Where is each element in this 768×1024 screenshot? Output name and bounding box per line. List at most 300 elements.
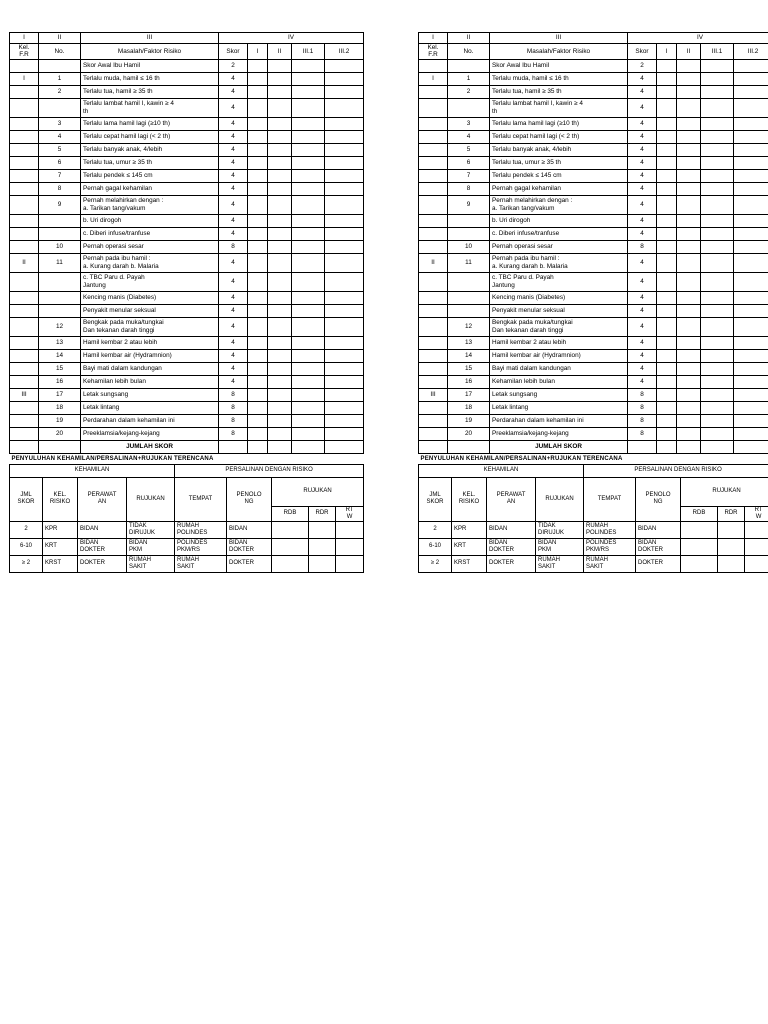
kel-fr-cell — [10, 414, 39, 427]
rdb-entry-cell[interactable] — [681, 538, 718, 555]
score-entry-cell[interactable] — [734, 59, 768, 72]
score-entry-cell[interactable] — [657, 362, 677, 375]
kel-fr-cell — [10, 272, 39, 291]
score-entry-cell[interactable] — [657, 375, 677, 388]
score-entry-cell[interactable] — [292, 414, 325, 427]
score-entry-cell[interactable] — [657, 414, 677, 427]
col-iii-header: III — [490, 33, 628, 44]
score-entry-cell[interactable] — [701, 195, 734, 214]
score-entry-cell[interactable] — [292, 169, 325, 182]
score-entry-cell[interactable] — [657, 143, 677, 156]
score-entry-cell[interactable] — [701, 143, 734, 156]
score-entry-cell[interactable] — [701, 388, 734, 401]
score-entry-cell[interactable] — [325, 375, 364, 388]
risk-factor-row — [419, 156, 768, 169]
score-entry-cell[interactable] — [657, 427, 677, 440]
score-entry-cell[interactable] — [248, 195, 268, 214]
score-entry-cell[interactable] — [657, 240, 677, 253]
score-entry-cell[interactable] — [657, 214, 677, 227]
score-entry-cell[interactable] — [677, 375, 701, 388]
score-entry-cell[interactable] — [701, 72, 734, 85]
masalah-cell: Terlalu cepat hamil lagi (< 2 th) — [81, 130, 219, 143]
rtw-entry-cell[interactable] — [336, 521, 364, 538]
rtw-entry-cell[interactable] — [745, 521, 768, 538]
score-entry-cell[interactable] — [677, 362, 701, 375]
score-entry-cell[interactable] — [657, 291, 677, 304]
score-entry-cell[interactable] — [268, 182, 292, 195]
score-entry-cell[interactable] — [677, 130, 701, 143]
score-entry-cell[interactable] — [292, 72, 325, 85]
score-entry-cell[interactable] — [292, 272, 325, 291]
score-entry-cell[interactable] — [657, 227, 677, 240]
row-number-cell: 9 — [448, 195, 490, 214]
score-entry-cell[interactable] — [701, 304, 734, 317]
score-entry-cell[interactable] — [292, 98, 325, 117]
score-entry-cell[interactable] — [734, 195, 768, 214]
score-entry-cell[interactable] — [248, 85, 268, 98]
score-entry-cell[interactable] — [734, 414, 768, 427]
score-entry-cell[interactable] — [292, 304, 325, 317]
kel-fr-cell — [419, 291, 448, 304]
skor-cell: 4 — [219, 349, 248, 362]
score-entry-cell[interactable] — [677, 156, 701, 169]
rujukan-cell: TIDAK DIRUJUK — [127, 521, 175, 538]
score-entry-cell[interactable] — [677, 317, 701, 336]
score-entry-cell[interactable] — [657, 117, 677, 130]
rdb-entry-cell[interactable] — [681, 555, 718, 572]
score-entry-cell[interactable] — [701, 98, 734, 117]
score-entry-cell[interactable] — [701, 182, 734, 195]
score-entry-cell[interactable] — [657, 272, 677, 291]
score-entry-cell[interactable] — [325, 156, 364, 169]
skor-cell: 8 — [219, 388, 248, 401]
score-entry-cell[interactable] — [657, 182, 677, 195]
score-entry-cell[interactable] — [292, 59, 325, 72]
score-entry-cell[interactable] — [248, 59, 268, 72]
score-entry-cell[interactable] — [248, 317, 268, 336]
score-entry-cell[interactable] — [657, 304, 677, 317]
score-entry-cell[interactable] — [734, 272, 768, 291]
score-entry-cell[interactable] — [677, 414, 701, 427]
score-entry-cell[interactable] — [701, 156, 734, 169]
score-entry-cell[interactable] — [325, 291, 364, 304]
score-entry-cell[interactable] — [657, 72, 677, 85]
score-entry-cell[interactable] — [248, 349, 268, 362]
score-entry-cell[interactable] — [677, 253, 701, 272]
score-entry-cell[interactable] — [292, 336, 325, 349]
score-entry-cell[interactable] — [657, 253, 677, 272]
score-entry-cell[interactable] — [677, 169, 701, 182]
score-entry-cell[interactable] — [677, 401, 701, 414]
rtw-entry-cell[interactable] — [336, 555, 364, 572]
score-entry-cell[interactable] — [657, 85, 677, 98]
masalah-cell: Terlalu lama hamil lagi (≥10 th) — [490, 117, 628, 130]
score-entry-cell[interactable] — [248, 130, 268, 143]
score-entry-cell[interactable] — [734, 130, 768, 143]
score-entry-cell[interactable] — [734, 388, 768, 401]
score-entry-cell[interactable] — [325, 272, 364, 291]
score-entry-cell[interactable] — [325, 182, 364, 195]
score-entry-cell[interactable] — [248, 336, 268, 349]
score-entry-cell[interactable] — [677, 227, 701, 240]
score-entry-cell[interactable] — [325, 427, 364, 440]
kel-fr-cell — [10, 317, 39, 336]
skor-cell: 4 — [628, 317, 657, 336]
score-entry-cell[interactable] — [701, 272, 734, 291]
score-entry-cell[interactable] — [657, 130, 677, 143]
score-entry-cell[interactable] — [734, 214, 768, 227]
score-entry-cell[interactable] — [248, 72, 268, 85]
kel-fr-cell — [10, 362, 39, 375]
score-entry-cell[interactable] — [734, 98, 768, 117]
score-entry-cell[interactable] — [248, 169, 268, 182]
score-entry-cell[interactable] — [701, 59, 734, 72]
score-entry-cell[interactable] — [325, 117, 364, 130]
rdb-entry-cell[interactable] — [681, 521, 718, 538]
score-entry-cell[interactable] — [325, 214, 364, 227]
masalah-cell: c. Diberi infuse/tranfuse — [490, 227, 628, 240]
rtw-header: RT W — [336, 506, 364, 521]
roman-header-row — [419, 33, 768, 44]
score-entry-cell[interactable] — [248, 227, 268, 240]
score-entry-cell[interactable] — [677, 336, 701, 349]
masalah-cell: Bayi mati dalam kandungan — [81, 362, 219, 375]
score-entry-cell[interactable] — [325, 240, 364, 253]
persalinan-header: PERSALINAN DENGAN RISIKO — [584, 464, 768, 477]
score-entry-cell[interactable] — [292, 85, 325, 98]
risk-factor-row — [10, 182, 364, 195]
score-entry-cell[interactable] — [734, 182, 768, 195]
score-entry-cell[interactable] — [657, 388, 677, 401]
score-entry-cell[interactable] — [268, 304, 292, 317]
score-entry-cell[interactable] — [677, 388, 701, 401]
skor-cell: 4 — [628, 227, 657, 240]
score-entry-cell[interactable] — [325, 143, 364, 156]
score-entry-cell[interactable] — [268, 59, 292, 72]
score-entry-cell[interactable] — [268, 117, 292, 130]
score-entry-cell[interactable] — [292, 195, 325, 214]
penolong-cell: BIDAN — [227, 521, 272, 538]
score-entry-cell[interactable] — [734, 291, 768, 304]
score-entry-cell[interactable] — [657, 98, 677, 117]
kel-risiko-cell: KRT — [452, 538, 487, 555]
score-entry-cell[interactable] — [325, 336, 364, 349]
score-entry-cell[interactable] — [677, 427, 701, 440]
score-entry-cell[interactable] — [248, 272, 268, 291]
score-entry-cell[interactable] — [677, 98, 701, 117]
score-entry-cell[interactable] — [268, 227, 292, 240]
masalah-cell: Bayi mati dalam kandungan — [490, 362, 628, 375]
perawatan-cell: DOKTER — [487, 555, 536, 572]
score-entry-cell[interactable] — [268, 214, 292, 227]
rtw-entry-cell[interactable] — [336, 538, 364, 555]
score-entry-cell[interactable] — [268, 195, 292, 214]
score-entry-cell[interactable] — [292, 240, 325, 253]
score-entry-cell[interactable] — [734, 375, 768, 388]
score-entry-cell[interactable] — [248, 291, 268, 304]
score-entry-cell[interactable] — [268, 253, 292, 272]
score-entry-cell[interactable] — [268, 349, 292, 362]
col-iii-header: III — [81, 33, 219, 44]
score-entry-cell[interactable] — [677, 182, 701, 195]
score-entry-cell[interactable] — [325, 304, 364, 317]
score-entry-cell[interactable] — [292, 156, 325, 169]
score-entry-cell[interactable] — [701, 362, 734, 375]
rdr-entry-cell[interactable] — [718, 521, 745, 538]
score-entry-cell[interactable] — [734, 169, 768, 182]
score-entry-cell[interactable] — [268, 169, 292, 182]
score-entry-cell[interactable] — [701, 291, 734, 304]
score-entry-cell[interactable] — [248, 375, 268, 388]
kel-fr-cell — [419, 214, 448, 227]
score-entry-cell[interactable] — [734, 362, 768, 375]
score-entry-cell[interactable] — [734, 156, 768, 169]
masalah-cell: Pernah melahirkan dengan : a. Tarikan tang/vakum — [490, 195, 628, 214]
score-entry-cell[interactable] — [734, 143, 768, 156]
skor-cell: 4 — [628, 143, 657, 156]
rdb-entry-cell[interactable] — [272, 555, 309, 572]
penyuluhan-row — [419, 521, 768, 538]
score-entry-cell[interactable] — [248, 156, 268, 169]
score-entry-cell[interactable] — [325, 59, 364, 72]
score-entry-cell[interactable] — [325, 388, 364, 401]
score-entry-cell[interactable] — [701, 336, 734, 349]
row-number-cell: 17 — [39, 388, 81, 401]
masalah-cell: b. Uri dirogoh — [490, 214, 628, 227]
score-entry-cell[interactable] — [292, 227, 325, 240]
rtw-entry-cell[interactable] — [745, 555, 768, 572]
score-entry-cell[interactable] — [734, 304, 768, 317]
score-entry-cell[interactable] — [734, 317, 768, 336]
score-entry-cell[interactable] — [657, 401, 677, 414]
score-entry-cell[interactable] — [268, 130, 292, 143]
skor-cell: 4 — [219, 143, 248, 156]
score-entry-cell[interactable] — [248, 240, 268, 253]
score-entry-cell[interactable] — [268, 401, 292, 414]
masalah-cell: Bengkak pada muka/tungkai Dan tekanan darah tinggi — [81, 317, 219, 336]
score-entry-cell[interactable] — [268, 291, 292, 304]
score-entry-cell[interactable] — [268, 317, 292, 336]
score-entry-cell[interactable] — [677, 195, 701, 214]
score-entry-cell[interactable] — [701, 240, 734, 253]
score-entry-cell[interactable] — [701, 169, 734, 182]
rujukan-cell: BIDAN PKM — [536, 538, 584, 555]
score-entry-cell[interactable] — [292, 362, 325, 375]
risk-factor-row — [419, 98, 768, 117]
score-entry-cell[interactable] — [292, 253, 325, 272]
col-iv-header: IV — [628, 33, 768, 44]
score-entry-cell[interactable] — [292, 401, 325, 414]
score-entry-cell[interactable] — [248, 214, 268, 227]
score-entry-cell[interactable] — [292, 349, 325, 362]
score-entry-cell[interactable] — [292, 182, 325, 195]
penolong-cell: DOKTER — [636, 555, 681, 572]
score-entry-cell[interactable] — [701, 130, 734, 143]
kel-risiko-cell: KRT — [43, 538, 78, 555]
rdr-entry-cell[interactable] — [309, 555, 336, 572]
score-entry-cell[interactable] — [268, 85, 292, 98]
risk-factor-row — [419, 195, 768, 214]
score-entry-cell[interactable] — [292, 291, 325, 304]
score-entry-cell[interactable] — [325, 253, 364, 272]
score-entry-cell[interactable] — [657, 349, 677, 362]
score-entry-cell[interactable] — [701, 349, 734, 362]
score-entry-cell[interactable] — [325, 414, 364, 427]
score-entry-cell[interactable] — [734, 227, 768, 240]
score-entry-cell[interactable] — [734, 427, 768, 440]
score-entry-cell[interactable] — [248, 182, 268, 195]
masalah-cell: Perdarahan dalam kehamilan ini — [490, 414, 628, 427]
masalah-cell: Penyakit menular seksual — [490, 304, 628, 317]
score-entry-cell[interactable] — [734, 240, 768, 253]
score-entry-cell[interactable] — [325, 98, 364, 117]
score-entry-cell[interactable] — [325, 317, 364, 336]
score-entry-cell[interactable] — [248, 388, 268, 401]
score-entry-cell[interactable] — [677, 59, 701, 72]
score-entry-cell[interactable] — [701, 227, 734, 240]
score-entry-cell[interactable] — [292, 388, 325, 401]
row-number-cell: 1 — [39, 72, 81, 85]
score-entry-cell[interactable] — [292, 214, 325, 227]
score-entry-cell[interactable] — [734, 401, 768, 414]
kel-fr-cell — [419, 375, 448, 388]
score-entry-cell[interactable] — [701, 117, 734, 130]
score-entry-cell[interactable] — [248, 427, 268, 440]
score-entry-cell[interactable] — [701, 253, 734, 272]
row-number-cell — [448, 98, 490, 117]
row-number-cell: 10 — [39, 240, 81, 253]
score-entry-cell[interactable] — [657, 169, 677, 182]
score-entry-cell[interactable] — [701, 85, 734, 98]
score-entry-cell[interactable] — [701, 214, 734, 227]
score-entry-cell[interactable] — [248, 117, 268, 130]
score-entry-cell[interactable] — [677, 72, 701, 85]
score-entry-cell[interactable] — [677, 349, 701, 362]
score-entry-cell[interactable] — [292, 317, 325, 336]
score-entry-cell[interactable] — [677, 117, 701, 130]
risk-factor-row — [419, 227, 768, 240]
score-entry-cell[interactable] — [325, 227, 364, 240]
rtw-entry-cell[interactable] — [745, 538, 768, 555]
rdb-header: RDB — [272, 506, 309, 521]
row-number-cell: 15 — [39, 362, 81, 375]
score-entry-cell[interactable] — [292, 130, 325, 143]
score-entry-cell[interactable] — [268, 72, 292, 85]
score-entry-cell[interactable] — [677, 143, 701, 156]
rdb-entry-cell[interactable] — [272, 538, 309, 555]
score-entry-cell[interactable] — [734, 253, 768, 272]
row-number-cell: 3 — [448, 117, 490, 130]
score-entry-cell[interactable] — [734, 85, 768, 98]
score-entry-cell[interactable] — [325, 349, 364, 362]
score-entry-cell[interactable] — [677, 291, 701, 304]
score-entry-cell[interactable] — [248, 414, 268, 427]
score-entry-cell[interactable] — [268, 98, 292, 117]
score-entry-cell[interactable] — [268, 414, 292, 427]
score-entry-cell[interactable] — [248, 143, 268, 156]
score-entry-cell[interactable] — [292, 143, 325, 156]
score-entry-cell[interactable] — [657, 156, 677, 169]
score-entry-cell[interactable] — [677, 304, 701, 317]
score-entry-cell[interactable] — [268, 336, 292, 349]
score-entry-cell[interactable] — [734, 72, 768, 85]
score-entry-cell[interactable] — [701, 427, 734, 440]
score-entry-cell[interactable] — [248, 304, 268, 317]
score-entry-cell[interactable] — [657, 336, 677, 349]
kel-fr-cell — [10, 182, 39, 195]
score-entry-cell[interactable] — [325, 362, 364, 375]
score-entry-cell[interactable] — [325, 195, 364, 214]
score-entry-cell[interactable] — [248, 362, 268, 375]
score-entry-cell[interactable] — [677, 240, 701, 253]
score-entry-cell[interactable] — [268, 427, 292, 440]
skor-cell: 4 — [219, 156, 248, 169]
score-entry-cell[interactable] — [268, 143, 292, 156]
kel-fr-cell — [419, 169, 448, 182]
penolong-header: PENOLO NG — [227, 477, 272, 521]
score-entry-cell[interactable] — [268, 388, 292, 401]
score-entry-cell[interactable] — [268, 375, 292, 388]
score-entry-cell[interactable] — [325, 169, 364, 182]
score-entry-cell[interactable] — [325, 130, 364, 143]
risk-factor-row — [419, 214, 768, 227]
score-entry-cell[interactable] — [657, 59, 677, 72]
score-entry-cell[interactable] — [734, 336, 768, 349]
score-entry-cell[interactable] — [677, 272, 701, 291]
row-number-cell: 6 — [39, 156, 81, 169]
score-entry-cell[interactable] — [248, 401, 268, 414]
rdr-entry-cell[interactable] — [309, 538, 336, 555]
masalah-cell: Pernah operasi sesar — [81, 240, 219, 253]
masalah-cell: Hamil kembar air (Hydramnion) — [490, 349, 628, 362]
rdr-entry-cell[interactable] — [718, 538, 745, 555]
score-entry-cell[interactable] — [677, 85, 701, 98]
score-entry-cell[interactable] — [268, 362, 292, 375]
score-entry-cell[interactable] — [325, 72, 364, 85]
kel-fr-cell — [419, 130, 448, 143]
score-entry-cell[interactable] — [657, 195, 677, 214]
score-entry-cell[interactable] — [248, 98, 268, 117]
score-entry-cell[interactable] — [292, 427, 325, 440]
score-entry-cell[interactable] — [701, 375, 734, 388]
rdr-entry-cell[interactable] — [309, 521, 336, 538]
score-entry-cell[interactable] — [292, 375, 325, 388]
score-entry-cell[interactable] — [268, 156, 292, 169]
score-entry-cell[interactable] — [734, 117, 768, 130]
score-entry-cell[interactable] — [325, 401, 364, 414]
score-entry-cell[interactable] — [701, 317, 734, 336]
kel-fr-cell — [10, 227, 39, 240]
score-entry-cell[interactable] — [325, 85, 364, 98]
score-entry-cell[interactable] — [268, 272, 292, 291]
score-entry-cell[interactable] — [701, 414, 734, 427]
rdr-entry-cell[interactable] — [718, 555, 745, 572]
kel-fr-cell — [10, 349, 39, 362]
kel-fr-cell — [419, 336, 448, 349]
risk-factor-row — [10, 253, 364, 272]
masalah-cell: Terlalu lambat hamil I, kawin ≥ 4 th — [490, 98, 628, 117]
masalah-cell: Terlalu banyak anak, 4/lebih — [490, 143, 628, 156]
score-entry-cell[interactable] — [677, 214, 701, 227]
score-entry-cell[interactable] — [734, 349, 768, 362]
rdb-entry-cell[interactable] — [272, 521, 309, 538]
score-entry-cell[interactable] — [248, 253, 268, 272]
score-entry-cell[interactable] — [268, 240, 292, 253]
score-entry-cell[interactable] — [292, 117, 325, 130]
skor-cell: 4 — [628, 130, 657, 143]
score-entry-cell[interactable] — [657, 317, 677, 336]
score-entry-cell[interactable] — [701, 401, 734, 414]
